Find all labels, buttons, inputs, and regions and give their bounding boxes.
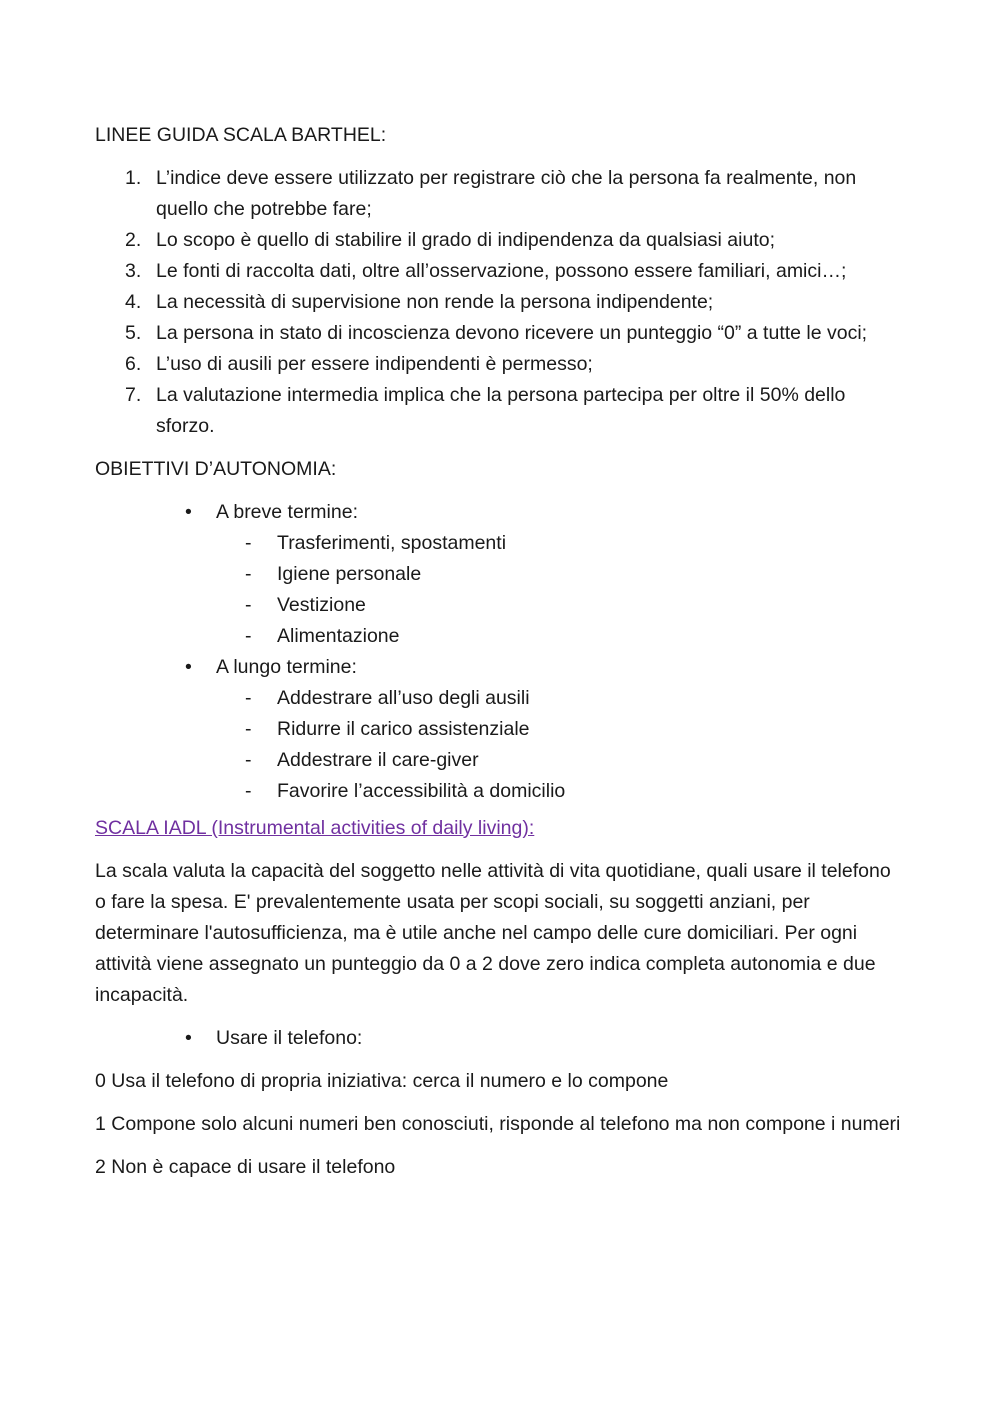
activity-bullet [95, 1023, 905, 1054]
iadl-title-link[interactable]: SCALA IADL (Instrumental activities of daily living): [95, 817, 535, 839]
dash-icon: - [245, 532, 252, 554]
list-item [95, 590, 905, 621]
barthel-guidelines-list [95, 163, 905, 442]
bullet-icon: • [185, 656, 192, 678]
list-item [95, 497, 905, 652]
dash-icon: - [245, 594, 252, 616]
score-line: 1 Compone solo alcuni numeri ben conosciuti, risponde al telefono ma non compone i numeri [95, 1113, 901, 1135]
list-item [95, 287, 905, 318]
obiettivi-list [95, 497, 905, 807]
list-item [95, 621, 905, 652]
list-item [95, 256, 905, 287]
item-number: 4. [125, 291, 142, 313]
list-item [95, 683, 905, 714]
item-text: Addestrare il care-giver [277, 749, 479, 771]
item-text: Favorire l’accessibilità a domicilio [277, 780, 566, 802]
item-number: 6. [125, 353, 142, 375]
list-item [95, 652, 905, 807]
item-text: Le fonti di raccolta dati, oltre all’osservazione, possono essere familiari, amici…; [156, 260, 847, 282]
item-number: 7. [125, 384, 142, 406]
list-item [95, 225, 905, 256]
list-item [95, 380, 905, 442]
item-number: 5. [125, 322, 142, 344]
list-item [95, 528, 905, 559]
list-item [95, 776, 905, 807]
item-text: L’indice deve essere utilizzato per registrare ciò che la persona fa realmente, non quello che potrebbe fare; [156, 167, 857, 220]
item-text: Alimentazione [277, 625, 400, 647]
dash-icon: - [245, 687, 252, 709]
item-text: La valutazione intermedia implica che la persona partecipa per oltre il 50% dello sforzo. [156, 384, 846, 437]
bullet-icon: • [185, 1027, 192, 1049]
document-body [95, 120, 905, 1195]
list-item [95, 163, 905, 225]
dash-icon: - [245, 749, 252, 771]
list-item [95, 318, 905, 349]
sub-list [216, 683, 905, 807]
dash-icon: - [245, 718, 252, 740]
list-item [95, 349, 905, 380]
list-item [95, 714, 905, 745]
item-text: Addestrare all’uso degli ausili [277, 687, 530, 709]
item-text: Ridurre il carico assistenziale [277, 718, 530, 740]
barthel-heading: LINEE GUIDA SCALA BARTHEL: [95, 124, 387, 146]
activity-label: Usare il telefono: [216, 1027, 363, 1049]
item-text: Trasferimenti, spostamenti [277, 532, 507, 554]
item-text: Igiene personale [277, 563, 422, 585]
score-line: 2 Non è capace di usare il telefono [95, 1156, 396, 1178]
item-number: 2. [125, 229, 142, 251]
group-label: A breve termine: [216, 501, 358, 523]
score-line: 0 Usa il telefono di propria iniziativa: cerca il numero e lo compone [95, 1070, 669, 1092]
sub-list [216, 528, 905, 652]
list-item [95, 559, 905, 590]
obiettivi-heading: OBIETTIVI D’AUTONOMIA: [95, 458, 337, 480]
item-number: 1. [125, 167, 142, 189]
item-number: 3. [125, 260, 142, 282]
item-text: La necessità di supervisione non rende la persona indipendente; [156, 291, 714, 313]
iadl-description: La scala valuta la capacità del soggetto nelle attività di vita quotidiane, quali usare il telefono o fare la spesa. E' prevalentemente usata per scopi sociali, su soggetti anziani, per determinare l'autosufficienza, ma è utile anche nel campo delle cure domiciliari. Per ogni attività viene assegnato un punteggio da 0 a 2 dove zero indica completa autonomia e due incapacità. [95, 860, 891, 1006]
dash-icon: - [245, 780, 252, 802]
group-label: A lungo termine: [216, 656, 357, 678]
dash-icon: - [245, 625, 252, 647]
item-text: Vestizione [277, 594, 366, 616]
bullet-icon: • [185, 501, 192, 523]
list-item [95, 745, 905, 776]
item-text: L’uso di ausili per essere indipendenti è permesso; [156, 353, 593, 375]
item-text: Lo scopo è quello di stabilire il grado di indipendenza da qualsiasi aiuto; [156, 229, 776, 251]
item-text: La persona in stato di incoscienza devono ricevere un punteggio “0” a tutte le voci; [156, 322, 868, 344]
dash-icon: - [245, 563, 252, 585]
